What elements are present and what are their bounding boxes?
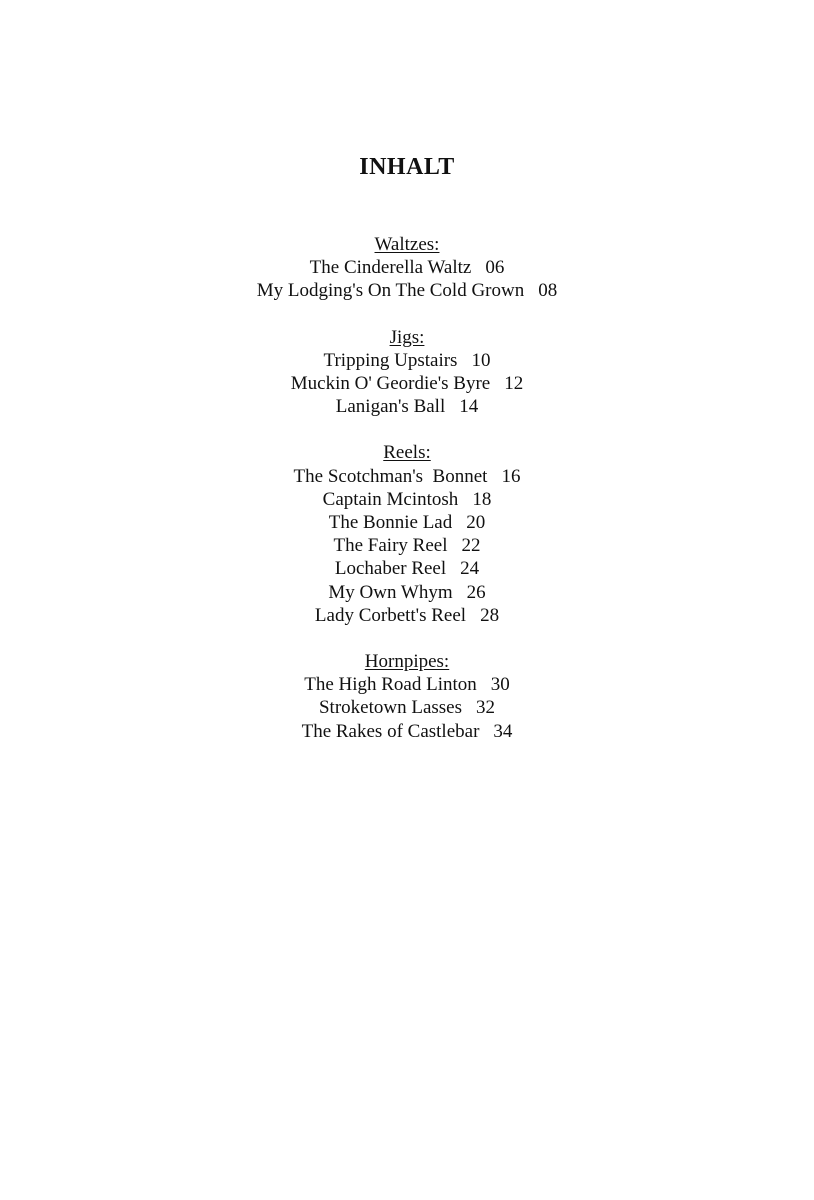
- toc-entry: [0, 720, 814, 743]
- entry-title: The Cinderella Waltz: [309, 257, 472, 279]
- toc-entry: [0, 604, 814, 627]
- toc-entry: [0, 696, 814, 719]
- entry-title: Stroketown Lasses: [318, 697, 462, 719]
- entry-title: The High Road Linton: [304, 674, 477, 696]
- toc-entry: [0, 349, 814, 372]
- entry-title: The Fairy Reel: [333, 535, 448, 557]
- toc-entry: [0, 279, 814, 302]
- entry-page-number: 28: [480, 604, 500, 626]
- toc-entry: [0, 372, 814, 395]
- toc-entry: [0, 488, 814, 511]
- section-jigs: [0, 326, 814, 419]
- toc-entry: [0, 534, 814, 557]
- entry-title: Captain Mcintosh: [322, 488, 459, 510]
- toc-entry: [0, 511, 814, 534]
- entry-title: Lanigan's Ball: [335, 396, 446, 418]
- entry-title: The Bonnie Lad: [328, 512, 453, 534]
- entry-title: My Lodging's On The Cold Grown: [256, 280, 525, 302]
- entry-title: Tripping Upstairs: [323, 349, 458, 371]
- entry-page-number: 20: [466, 512, 486, 534]
- entry-page-number: 26: [466, 581, 486, 603]
- entry-page-number: 14: [459, 396, 479, 418]
- toc-entry: [0, 673, 814, 696]
- section-heading: Reels:: [383, 442, 431, 464]
- entry-title: My Own Whym: [328, 581, 453, 603]
- entry-page-number: 08: [538, 280, 558, 302]
- entry-page-number: 32: [476, 697, 495, 719]
- toc-entry: [0, 465, 814, 488]
- entry-page-number: 06: [485, 257, 505, 279]
- toc-entry: [0, 581, 814, 604]
- toc-entry: [0, 557, 814, 580]
- entry-page-number: 18: [472, 488, 492, 510]
- entry-title: Lochaber Reel: [334, 558, 447, 580]
- entry-title: Lady Corbett's Reel: [314, 604, 467, 626]
- entry-page-number: 34: [493, 720, 513, 742]
- section-heading: Waltzes:: [374, 234, 440, 255]
- section-heading: Jigs:: [389, 326, 425, 348]
- entry-title: The Scotchman's Bonnet: [293, 465, 488, 487]
- page-title: INHALT: [359, 154, 455, 180]
- entry-page-number: 30: [490, 674, 510, 696]
- entry-page-number: 12: [504, 373, 524, 395]
- table-of-contents: [0, 233, 814, 766]
- entry-title: Muckin O' Geordie's Byre: [290, 373, 491, 395]
- section-hornpipes: [0, 650, 814, 743]
- entry-page-number: 10: [471, 349, 491, 371]
- entry-page-number: 24: [460, 558, 480, 580]
- entry-page-number: 22: [461, 535, 481, 557]
- toc-entry: [0, 256, 814, 279]
- entry-page-number: 16: [501, 465, 521, 487]
- toc-entry: [0, 395, 814, 418]
- section-heading: Hornpipes:: [364, 651, 450, 673]
- section-waltzes: [0, 233, 814, 303]
- section-reels: [0, 441, 814, 627]
- entry-title: The Rakes of Castlebar: [301, 720, 480, 742]
